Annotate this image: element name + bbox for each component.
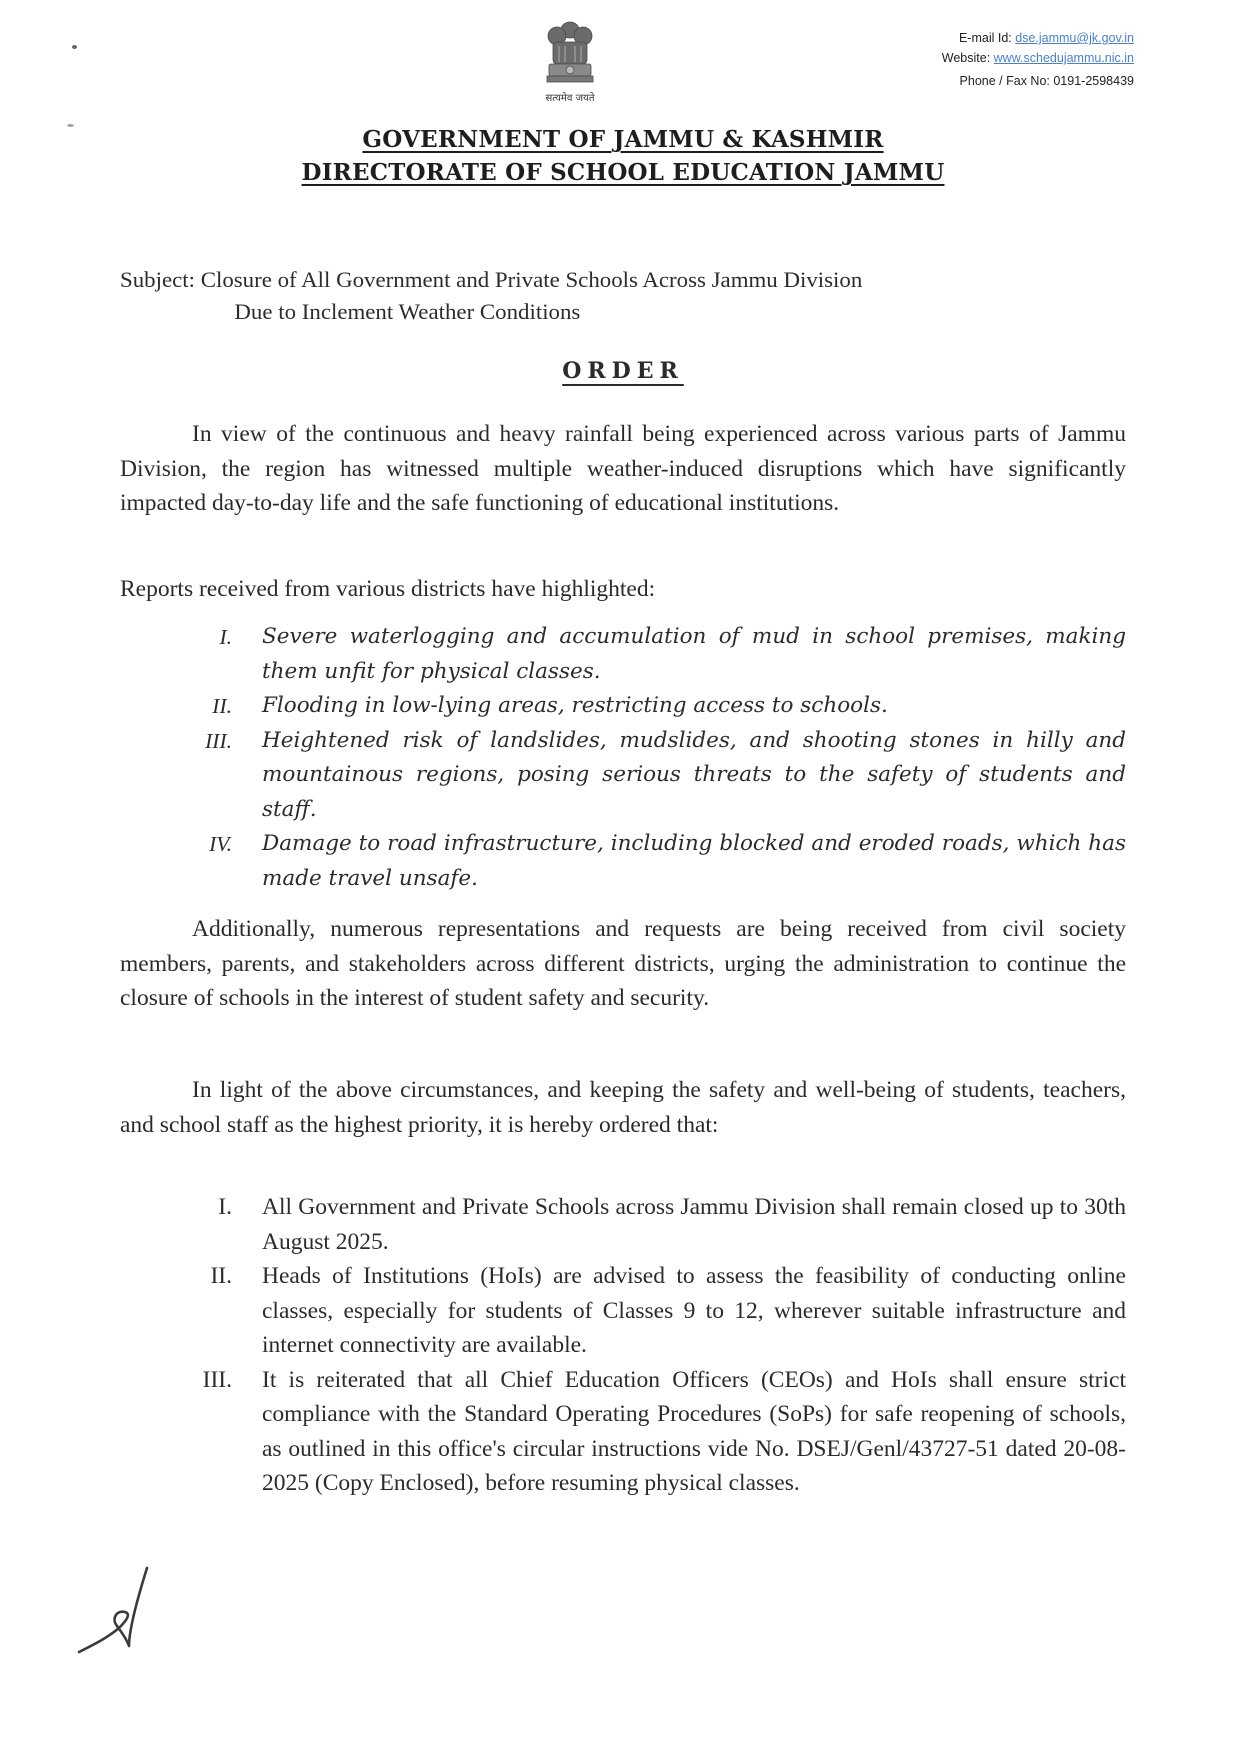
signature-initial-icon xyxy=(75,1560,165,1670)
list-numeral: IV. xyxy=(209,832,232,856)
subject-line-1: Closure of All Government and Private Schools Across Jammu Division xyxy=(200,267,863,292)
representations-paragraph: Additionally, numerous representations and requests are being received from civil society members, parents, and stakeholders across different districts, urging the administration to continue the closure of schools in the interest of student safety and security. xyxy=(120,916,1126,1011)
list-item xyxy=(190,689,1126,724)
list-text: Severe waterlogging and accumulation of mud in school premises, making them unfit for physical classes. xyxy=(262,624,1126,684)
list-numeral: III. xyxy=(202,1366,232,1393)
list-text: Flooding in low-lying areas, restricting access to schools. xyxy=(262,693,888,718)
subject-label: Subject: xyxy=(120,267,195,292)
phone-row xyxy=(942,71,1134,91)
list-numeral: I. xyxy=(219,625,232,649)
list-numeral: II. xyxy=(212,694,232,718)
directorate-title: DIRECTORATE OF SCHOOL EDUCATION JAMMU xyxy=(301,159,945,186)
email-label: E-mail Id: xyxy=(958,31,1012,45)
emblem-motto: सत्यमेव जयते xyxy=(545,93,595,104)
website-link[interactable]: www.schedujammu.nic.in xyxy=(993,51,1134,65)
list-item xyxy=(190,620,1126,689)
government-title: GOVERNMENT OF JAMMU & KASHMIR xyxy=(362,126,884,153)
list-text: Heightened risk of landslides, mudslides, and shooting stones in hilly and mountainous regions, posing serious threats to the safety of students and staff. xyxy=(262,727,1126,822)
list-item xyxy=(190,1190,1126,1259)
order-intro-paragraph: In light of the above circumstances, and keeping the safety and well-being of students, teachers, and school staff as the highest priority, it is hereby ordered that: xyxy=(120,1077,1126,1138)
letterhead-titles xyxy=(0,124,1246,190)
list-numeral: I. xyxy=(218,1194,232,1220)
website-label: Website: xyxy=(941,51,991,65)
signature xyxy=(75,1560,165,1670)
website-row xyxy=(942,48,1134,68)
scan-speck xyxy=(72,45,77,49)
list-numeral: II. xyxy=(210,1263,232,1289)
orders-list xyxy=(190,1190,1126,1501)
contact-details xyxy=(942,28,1134,91)
list-text: It is reiterated that all Chief Education Officers (CEOs) and HoIs shall ensure strict compliance with the Standard Operating Procedures (SoPs) for safe reopening of schools, as outlined in this office's circular instructions vide No. DSEJ/Genl/43727-51 dated 20-08-2025 (Copy Enclosed), before resuming physical classes. xyxy=(262,1366,1126,1496)
list-numeral: III. xyxy=(205,728,232,753)
phone-label: Phone / Fax No: xyxy=(959,74,1050,88)
list-item xyxy=(190,827,1126,896)
list-text: All Government and Private Schools across Jammu Division shall remain closed up to 30th August 2025. xyxy=(262,1194,1126,1255)
order-heading: ORDER xyxy=(562,358,684,384)
reports-paragraph: Reports received from various districts have highlighted: xyxy=(120,576,656,602)
state-emblem-icon xyxy=(535,18,605,90)
list-text: Damage to road infrastructure, including blocked and eroded roads, which has made travel unsafe. xyxy=(262,831,1126,891)
email-link[interactable]: dse.jammu@jk.gov.in xyxy=(1015,31,1134,45)
list-item xyxy=(190,724,1126,828)
highlights-list xyxy=(190,620,1126,896)
subject-block xyxy=(120,264,1170,328)
email-row xyxy=(942,28,1134,48)
state-emblem xyxy=(535,18,605,104)
list-text: Heads of Institutions (HoIs) are advised to assess the feasibility of conducting online classes, especially for students of Classes 9 to 12, wherever suitable infrastructure and internet connectivity are available. xyxy=(262,1263,1126,1358)
list-item xyxy=(190,1259,1126,1363)
subject-line-2: Due to Inclement Weather Conditions xyxy=(234,299,581,324)
intro-paragraph: In view of the continuous and heavy rainfall being experienced across various parts of Jammu Division, the region has witnessed multiple weather-induced disruptions which have significantly impacted day-to-day life and the safe functioning of educational institutions. xyxy=(120,421,1126,516)
list-item xyxy=(190,1363,1126,1501)
phone-number: 0191-2598439 xyxy=(1053,74,1134,88)
